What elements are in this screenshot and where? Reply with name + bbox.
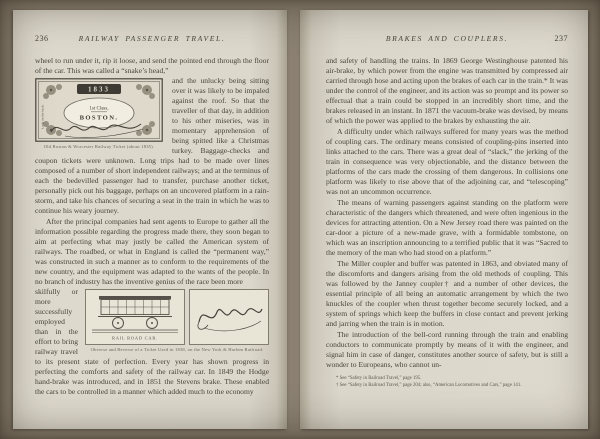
paragraph: The introduction of the bell-cord running through the train and enabling conductors to communicate promptly by means of it with the engineer, and signal him in case of danger, constitutes another source of safety, but is still a wonder to Europeans, who cannot un- xyxy=(326,330,568,369)
left-page-body xyxy=(35,56,269,397)
ticket-figure xyxy=(35,78,163,150)
figure-caption: Old Boston & Worcester Railway Ticket (about 1835). xyxy=(43,144,155,149)
paragraph: skilfully or more successfully employed than in the effort to bring railway travel to its present state of perfection. Every year has shown progress in perfecting the comforts and safety of the railway car. In 1849 the Hodge hand-brake was introduced, and in 1851 the Stevens brake. These enabled the cars to be controlled in a manner which added much to the economy xyxy=(35,287,269,396)
right-page-body xyxy=(326,56,568,370)
paragraph: The Miller coupler and buffer was patented in 1863, and obviated many of the discomforts and dangers arising from the old methods of coupling. This was followed by the Janney coupler† and a number of other devices, the essential principle of all being an automatic arrangement by which the two knuckles of the coupler when thrust together become securely locked, and a system of springs which keep the buffers in close contact and prevent jerking and jarring when the train is in motion. xyxy=(326,259,568,328)
left-page xyxy=(13,10,287,429)
harlem-ticket-figure xyxy=(85,289,269,353)
paragraph: and the unlucky being sitting over it was likely to be impaled against the roof. So that the traveller of that day, in addition to his other miseries, was in momentary apprehension of being spitted like a Christmas turkey. Baggage-checks and coupon tickets were unknown. Long trips had to be made over lines composed of a number of short independent railways; and at the terminus of each the bedevilled passenger had to transfer, purchase another ticket, personally pick out his baggage, perhaps on an uncovered platform in a rain-storm, and take his chances of securing a seat in the train in which he was to continue his weary journey. xyxy=(35,76,269,215)
page-number-left: 236 xyxy=(35,34,49,43)
paragraph: The means of warning passengers against standing on the platform were characteristic of the dangers which threatened, and were often ingenious in the devices for attracting attention. On a New Jersey road there was painted on the car-door a picture of a new-made grave, with a formidable tombstone, on which was an inscription announcing to a terrified public that it was “Sacred to the memory of the man who had stood on a platform.” xyxy=(326,198,568,257)
signature-illustration xyxy=(192,292,266,342)
railcar-panel xyxy=(85,289,185,345)
paragraph: A difficulty under which railways suffered for many years was the method of coupling cars. The ordinary means consisted of coupling-pins inserted into links attached to the cars. There was a great deal of “slack,” the jerking of the train in consequence was very objectionable, and the distance between the platforms of the cars made the crossing of them dangerous. In collisions one platform was likely to rise above that of the adjoining car, and “telescoping” was not an uncommon occurrence. xyxy=(326,127,568,196)
paragraph: and safety of handling the trains. In 1869 George Westinghouse patented his air-brake, by which power from the engine was transmitted by compressed air carried through hose and acting upon the brakes of each car in the train.* It was under the control of the engineer, and its action was so prompt and its power so effectual that a train could be stopped in an incredibly short time, and the brakes released in an instant. In 1871 the vacuum-brake was devised, by means of which the power was applied to the brakes by exhausting the air. xyxy=(326,56,568,125)
footnote: * See “Safety in Railroad Travel,” page 195. xyxy=(336,376,422,382)
right-page xyxy=(300,10,588,429)
signature-panel xyxy=(189,289,269,345)
paragraph: After the principal companies had sent agents to Europe to gather all the information possible regarding the progress made there, they soon began to aim at perfecting what may justly be called the American system of railways. The roadbed, or what in England is called the “permanent way,” was constructed in such a manner as to conform to the requirements of the new country, and the equipment was adapted to the wants of the people. In no branch of industry has the inventive genius of the race been more xyxy=(35,217,269,286)
running-head-title-left: RAILWAY PASSENGER TRAVEL. xyxy=(78,34,226,43)
ticket-city: BOSTON. xyxy=(79,114,119,122)
figure-caption: Obverse and Reverse of a Ticket Used in 1838, on the New York & Harlem Railroad. xyxy=(90,347,264,352)
railcar-panel-label: RAIL ROAD CAR. xyxy=(111,335,159,341)
running-head-title-right: BRAKES AND COUPLERS. xyxy=(385,34,509,43)
footnote: † See “Safety in Railroad Travel,” page 204; also, “American Locomotives and Cars,” page 141. xyxy=(336,382,522,388)
running-head-left xyxy=(35,34,269,43)
boston-ticket-illustration xyxy=(35,78,163,142)
footnotes xyxy=(336,376,568,389)
ticket-banner-year: 1833 xyxy=(88,85,110,94)
running-head-right xyxy=(326,34,568,43)
page-number-right: 237 xyxy=(554,34,568,43)
paragraph: wheel to run under it, rip it loose, and send the pointed end through the floor of the car. This was called a “snake’s head,” xyxy=(35,56,269,75)
ticket-side-note: Look on the back. xyxy=(40,104,45,129)
railcar-illustration xyxy=(88,292,182,342)
ticket-class-line: 1st Class, xyxy=(89,106,109,112)
